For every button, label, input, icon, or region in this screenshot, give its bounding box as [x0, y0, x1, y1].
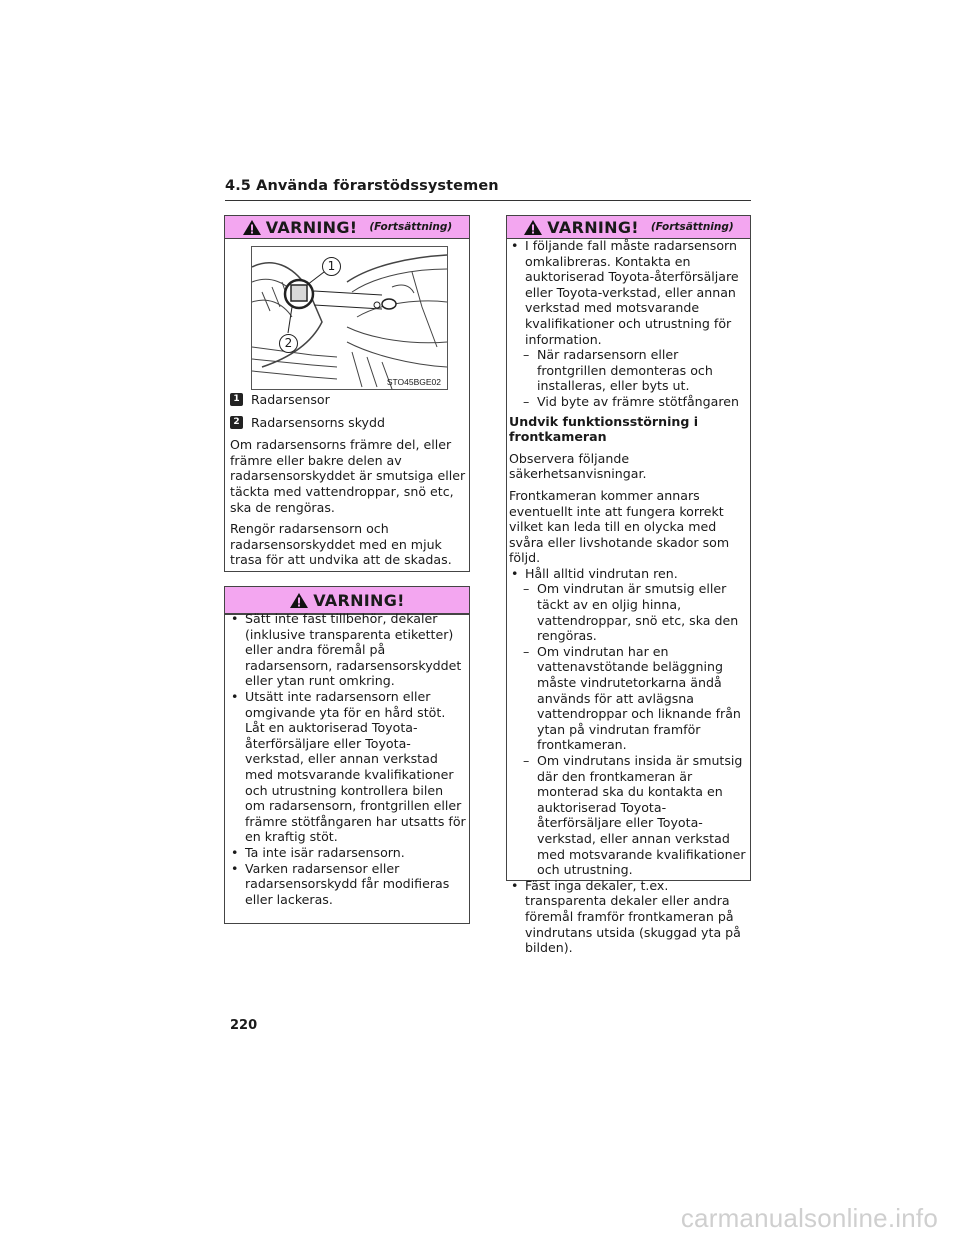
legend-item-1 [230, 392, 466, 408]
dash-item: – Om vindrutan har en vattenavstötande beläggning måste vindrutetorkarna ändå används för att avlägsna vattendroppar och liknande från ytan på vindrutan framför frontkameran. [523, 643, 741, 753]
paragraph: Rengör radarsensorn och radarsensorskyddet med en mjuk trasa för att undvika att de skadas. [230, 521, 452, 568]
warning-box-continued-left [224, 215, 470, 572]
dash-item: – Om vindrutan är smutsig eller täckt av en oljig hinna, vattendroppar, snö etc, ska den rengöras. [523, 581, 739, 644]
bullet-item: • Utsätt inte radarsensorn eller omgivande yta för en hård stöt. Låt en auktoriserad Toyota-återförsäljare eller Toyota-verkstad, eller annan verkstad med motsvarande kvalifikationer och utrustning kontrollera bilen om radarsensorn, frontgrillen eller främre stötfångaren har utsatts för en kraftig stöt. [231, 688, 466, 845]
bullet-item: • Ta inte isär radarsensorn. [231, 844, 405, 860]
dash-item: – När radarsensorn eller frontgrillen demonteras och installeras, eller byts ut. [523, 347, 713, 394]
callout-1: 1 [322, 257, 341, 276]
warning-header [225, 216, 469, 239]
subheading: Undvik funktionsstörning i frontkameran [509, 413, 699, 445]
page-number: 220 [230, 1018, 258, 1033]
radar-sensor-illustration [251, 246, 448, 390]
continued-label: (Fortsättning) [650, 221, 734, 233]
number-badge: 2 [230, 416, 243, 429]
warning-triangle-icon [523, 219, 543, 236]
number-badge: 1 [230, 393, 243, 406]
paragraph: Observera följande säkerhetsanvisningar. [509, 450, 647, 482]
warning-triangle-icon [242, 219, 262, 236]
bullet-item: • Sätt inte fast tillbehör, dekaler (inklusive transparenta etiketter) eller andra föremål på radarsensorn, radarsensorskyddet eller ytan runt omkring. [231, 611, 462, 689]
warning-box-continued-right [506, 215, 751, 956]
warning-box-left [224, 586, 470, 924]
callout-2: 2 [279, 334, 298, 353]
legend-label: Radarsensor [251, 392, 330, 407]
watermark: carmanualsonline.info [680, 1203, 938, 1233]
bullet-item: • Håll alltid vindrutan ren. [511, 565, 678, 581]
warning-title: VARNING! [265, 217, 358, 237]
bullet-item: • Varken radarsensor eller radarsensorskydd får modifieras eller lackeras. [231, 860, 450, 907]
warning-triangle-icon [289, 592, 309, 609]
warning-title: VARNING! [313, 590, 405, 610]
image-code: STO45BGE02 [386, 377, 441, 387]
warning-header [507, 216, 750, 239]
paragraph: Frontkameran kommer annars eventuellt inte att fungera korrekt vilket kan leda till en olycka med svåra eller livshotande skador som följd. [509, 487, 730, 566]
bullet-item: • I följande fall måste radarsensorn omkalibreras. Kontakta en auktoriserad Toyota-återförsäljare eller Toyota-verkstad, eller annan verkstad med motsvarande kvalifikationer och utrustning för information. [511, 238, 739, 347]
continued-label: (Fortsättning) [369, 221, 453, 233]
section-title: 4.5 Använda förarstödssystemen [225, 178, 499, 194]
legend-item-2 [230, 415, 466, 431]
page-header [225, 178, 751, 201]
bullet-item: • Fäst inga dekaler, t.ex. transparenta dekaler eller andra föremål framför frontkameran på vindrutans utsida (skuggad yta på bilden). [511, 877, 741, 956]
warning-title: VARNING! [547, 217, 639, 237]
paragraph: Om radarsensorns främre del, eller främre eller bakre delen av radarsensorskyddet är smutsiga eller täckta med vattendroppar, snö etc, ska de rengöras. [230, 437, 466, 515]
dash-item: – Om vindrutans insida är smutsig där den frontkameran är monterad ska du kontakta en auktoriserad Toyota-återförsäljare eller Toyota-verkstad, eller annan verkstad med motsvarande kvalifikationer och utrustning. [523, 753, 746, 878]
dash-item: – Vid byte av främre stötfångaren [523, 393, 740, 409]
legend-label: Radarsensorns skydd [251, 414, 385, 430]
